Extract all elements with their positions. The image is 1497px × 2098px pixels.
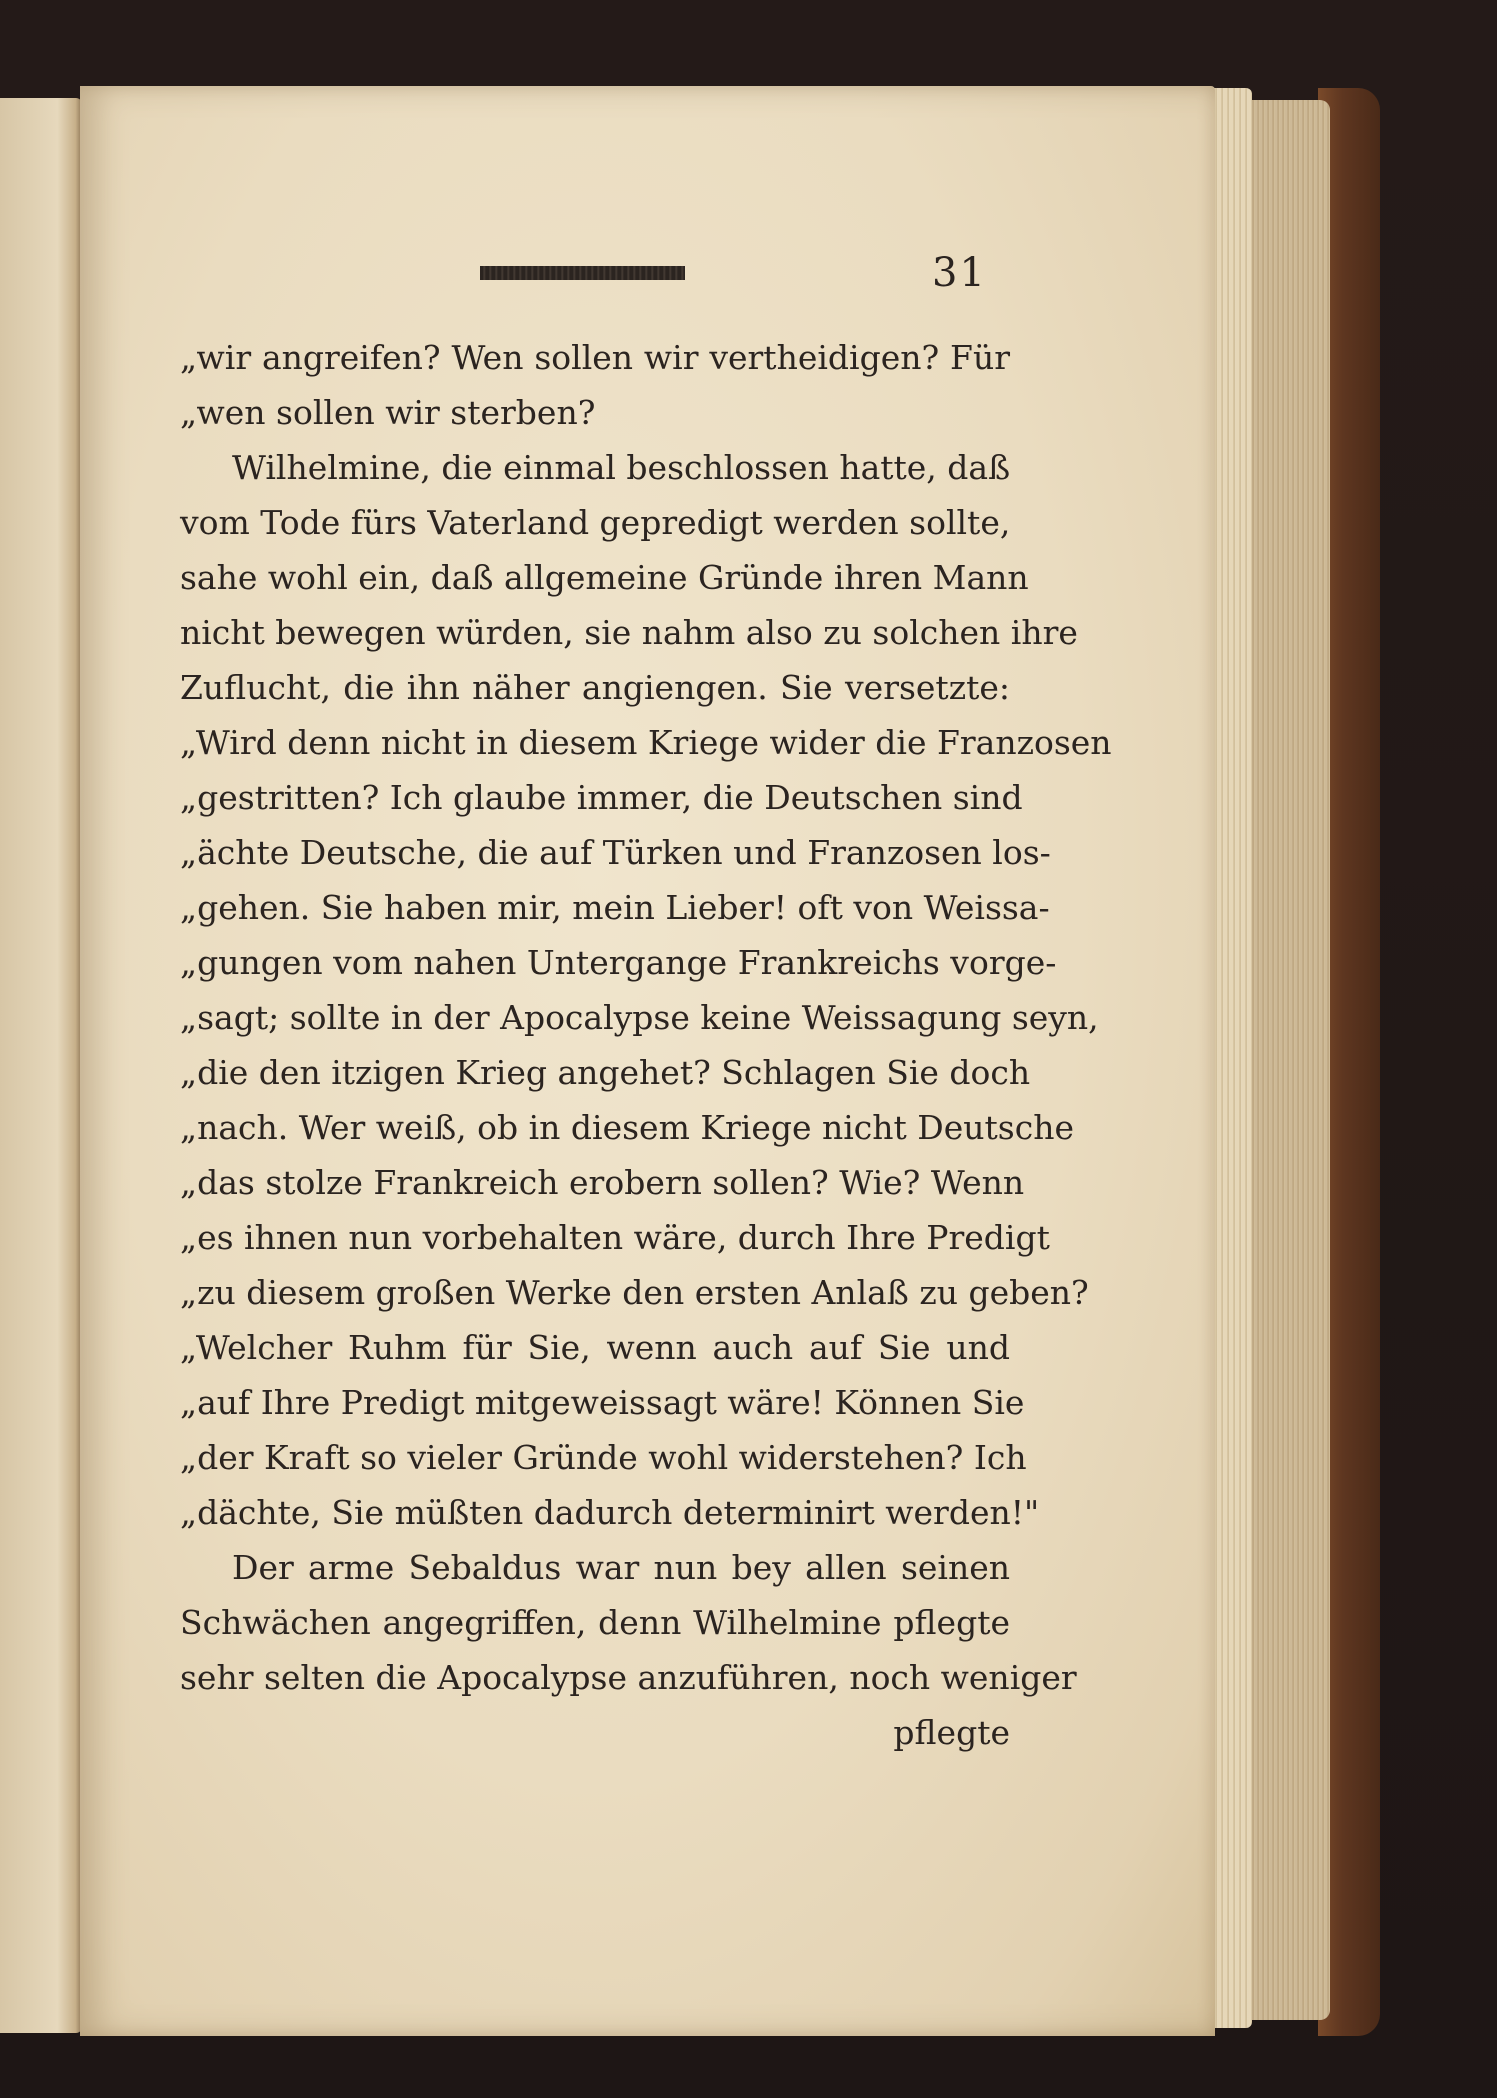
header-ornament-rule	[480, 266, 685, 280]
text-line: Zuflucht, die ihn näher angiengen. Sie versetzte:	[180, 668, 1010, 707]
text-line: nicht bewegen würden, sie nahm also zu solchen ihre	[180, 613, 1078, 652]
page-text	[180, 330, 1112, 1760]
text-line: sehr selten die Apocalypse anzuführen, noch weniger	[180, 1658, 1077, 1697]
page-stack-edges	[1212, 88, 1252, 2028]
text-line: „gestritten? Ich glaube immer, die Deutschen sind	[180, 778, 1023, 817]
text-line: „Welcher Ruhm für Sie, wenn auch auf Sie und	[180, 1328, 1010, 1367]
text-line: „gungen vom nahen Untergange Frankreichs vorge-	[180, 943, 1057, 982]
page-number: 31	[932, 250, 987, 296]
text-line: „sagt; sollte in der Apocalypse keine Weissagung seyn,	[180, 998, 1099, 1037]
text-line: „die den itzigen Krieg angehet? Schlagen Sie doch	[180, 1053, 1031, 1092]
text-line: vom Tode fürs Vaterland gepredigt werden sollte,	[180, 503, 1011, 542]
text-line: „auf Ihre Predigt mitgeweissagt wäre! Können Sie	[180, 1383, 1025, 1422]
text-line: „gehen. Sie haben mir, mein Lieber! oft von Weissa-	[180, 888, 1050, 927]
text-line: Schwächen angegriffen, denn Wilhelmine pflegte	[180, 1603, 1010, 1642]
text-line: „das stolze Frankreich erobern sollen? Wie? Wenn	[180, 1163, 1025, 1202]
previous-page-edge	[0, 98, 82, 2033]
catchword: pflegte	[893, 1713, 1010, 1752]
text-line: Der arme Sebaldus war nun bey allen seinen	[232, 1548, 1010, 1587]
text-line: „dächte, Sie müßten dadurch determinirt werden!"	[180, 1493, 1040, 1532]
text-line: Wilhelmine, die einmal beschlossen hatte, daß	[232, 448, 1011, 487]
text-line: „wen sollen wir sterben?	[180, 393, 596, 432]
text-line: „zu diesem großen Werke den ersten Anlaß zu geben?	[180, 1273, 1089, 1312]
page-header	[480, 250, 1000, 298]
text-line: „nach. Wer weiß, ob in diesem Kriege nicht Deutsche	[180, 1108, 1074, 1147]
text-line: „es ihnen nun vorbehalten wäre, durch Ihre Predigt	[180, 1218, 1050, 1257]
page-block-fore-edge	[1250, 100, 1330, 2020]
text-line: „ächte Deutsche, die auf Türken und Franzosen los-	[180, 833, 1051, 872]
text-line: „wir angreifen? Wen sollen wir vertheidigen? Für	[180, 338, 1010, 377]
text-line: „der Kraft so vieler Gründe wohl widerstehen? Ich	[180, 1438, 1027, 1477]
text-line: sahe wohl ein, daß allgemeine Gründe ihren Mann	[180, 558, 1029, 597]
text-line: „Wird denn nicht in diesem Kriege wider die Franzosen	[180, 723, 1112, 762]
